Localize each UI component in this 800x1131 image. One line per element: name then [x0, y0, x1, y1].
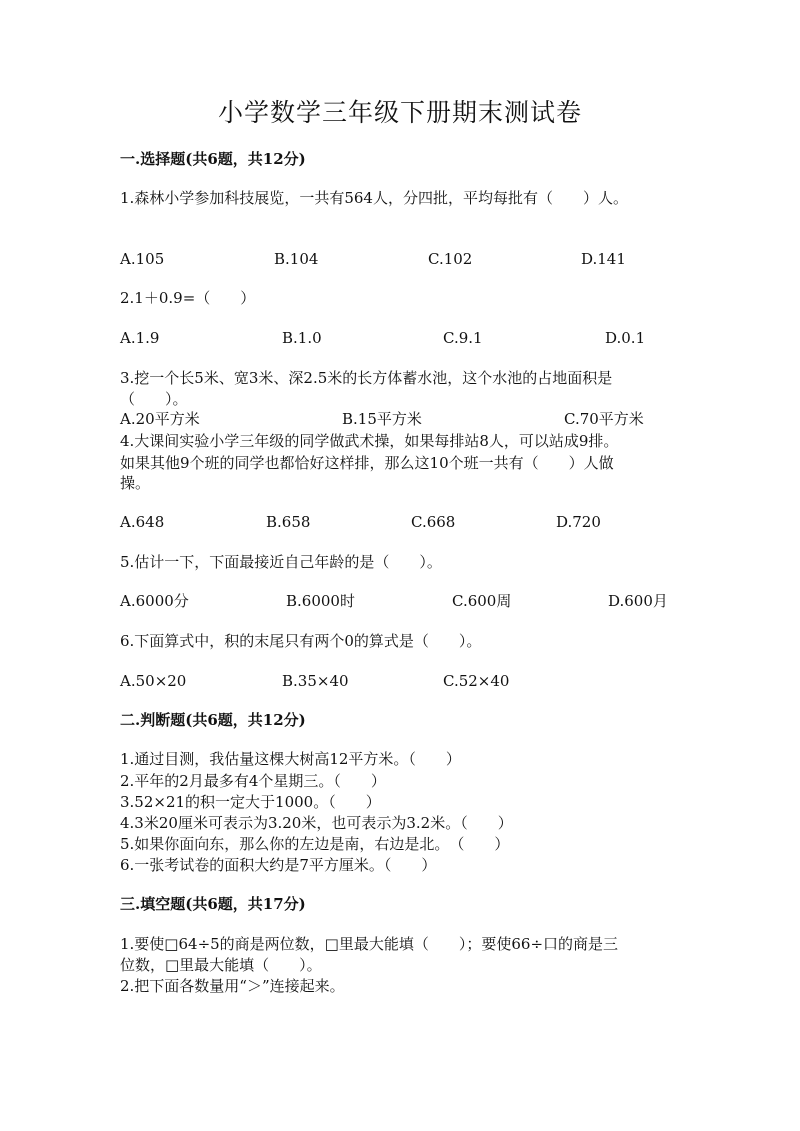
judgement-item: 1.通过目测，我估量这棵大树高12平方米。（ ）	[120, 750, 461, 768]
option-b: B.6000时	[286, 592, 355, 610]
judgement-item: 6.一张考试卷的面积大约是7平方厘米。（ ）	[120, 856, 437, 874]
section-heading-fill-blank: 三.填空题(共6题，共17分)	[120, 895, 306, 913]
fill-blank-item: 2.把下面各数量用“＞”连接起来。	[120, 977, 345, 995]
judgement-item: 3.52×21的积一定大于1000。（ ）	[120, 793, 381, 811]
question-text: 3.挖一个长5米、宽3米、深2.5米的长方体蓄水池，这个水池的占地面积是	[120, 369, 613, 387]
option-c: C.668	[411, 513, 456, 531]
question-text: 操。	[120, 474, 151, 492]
option-a: A.1.9	[120, 329, 160, 347]
question-text: 2.1＋0.9=（ ）	[120, 289, 256, 307]
option-b: B.658	[266, 513, 311, 531]
page-title: 小学数学三年级下册期末测试卷	[217, 98, 582, 127]
question-text: 5.估计一下，下面最接近自己年龄的是（ ）。	[120, 553, 442, 571]
option-b: B.104	[274, 250, 319, 268]
option-c: C.600周	[452, 592, 512, 610]
option-c: C.9.1	[443, 329, 483, 347]
option-d: D.141	[581, 250, 626, 268]
judgement-item: 2.平年的2月最多有4个星期三。（ ）	[120, 772, 386, 790]
question-text: 如果其他9个班的同学也都恰好这样排，那么这10个班一共有（ ）人做	[120, 454, 614, 472]
section-heading-judgement: 二.判断题(共6题，共12分)	[120, 711, 306, 729]
option-a: A.6000分	[120, 592, 189, 610]
option-a: A.105	[120, 250, 165, 268]
question-text: 4.大课间实验小学三年级的同学做武术操，如果每排站8人，可以站成9排。	[120, 432, 619, 450]
option-a: A.20平方米	[120, 410, 200, 428]
section-heading-choice: 一.选择题(共6题，共12分)	[120, 150, 306, 168]
option-a: A.648	[120, 513, 165, 531]
option-d: D.600月	[608, 592, 668, 610]
option-d: D.720	[556, 513, 601, 531]
option-c: C.102	[428, 250, 473, 268]
option-d: D.0.1	[605, 329, 646, 347]
option-b: B.1.0	[282, 329, 322, 347]
fill-blank-item: 1.要使□64÷5的商是两位数，□里最大能填（ ）；要使66÷口的商是三	[120, 935, 619, 953]
question-text: 1.森林小学参加科技展览，一共有564人，分四批，平均每批有（ ）人。	[120, 189, 628, 207]
option-b: B.35×40	[282, 672, 349, 690]
fill-blank-item: 位数，□里最大能填（ ）。	[120, 956, 322, 974]
option-b: B.15平方米	[342, 410, 422, 428]
judgement-item: 4.3米20厘米可表示为3.20米，也可表示为3.2米。（ ）	[120, 814, 513, 832]
option-a: A.50×20	[120, 672, 187, 690]
question-text: 6.下面算式中，积的末尾只有两个0的算式是（ ）。	[120, 632, 482, 650]
judgement-item: 5.如果你面向东，那么你的左边是南，右边是北。 （ ）	[120, 835, 510, 853]
option-c: C.52×40	[443, 672, 510, 690]
question-text: （ ）。	[120, 390, 188, 408]
option-c: C.70平方米	[564, 410, 644, 428]
